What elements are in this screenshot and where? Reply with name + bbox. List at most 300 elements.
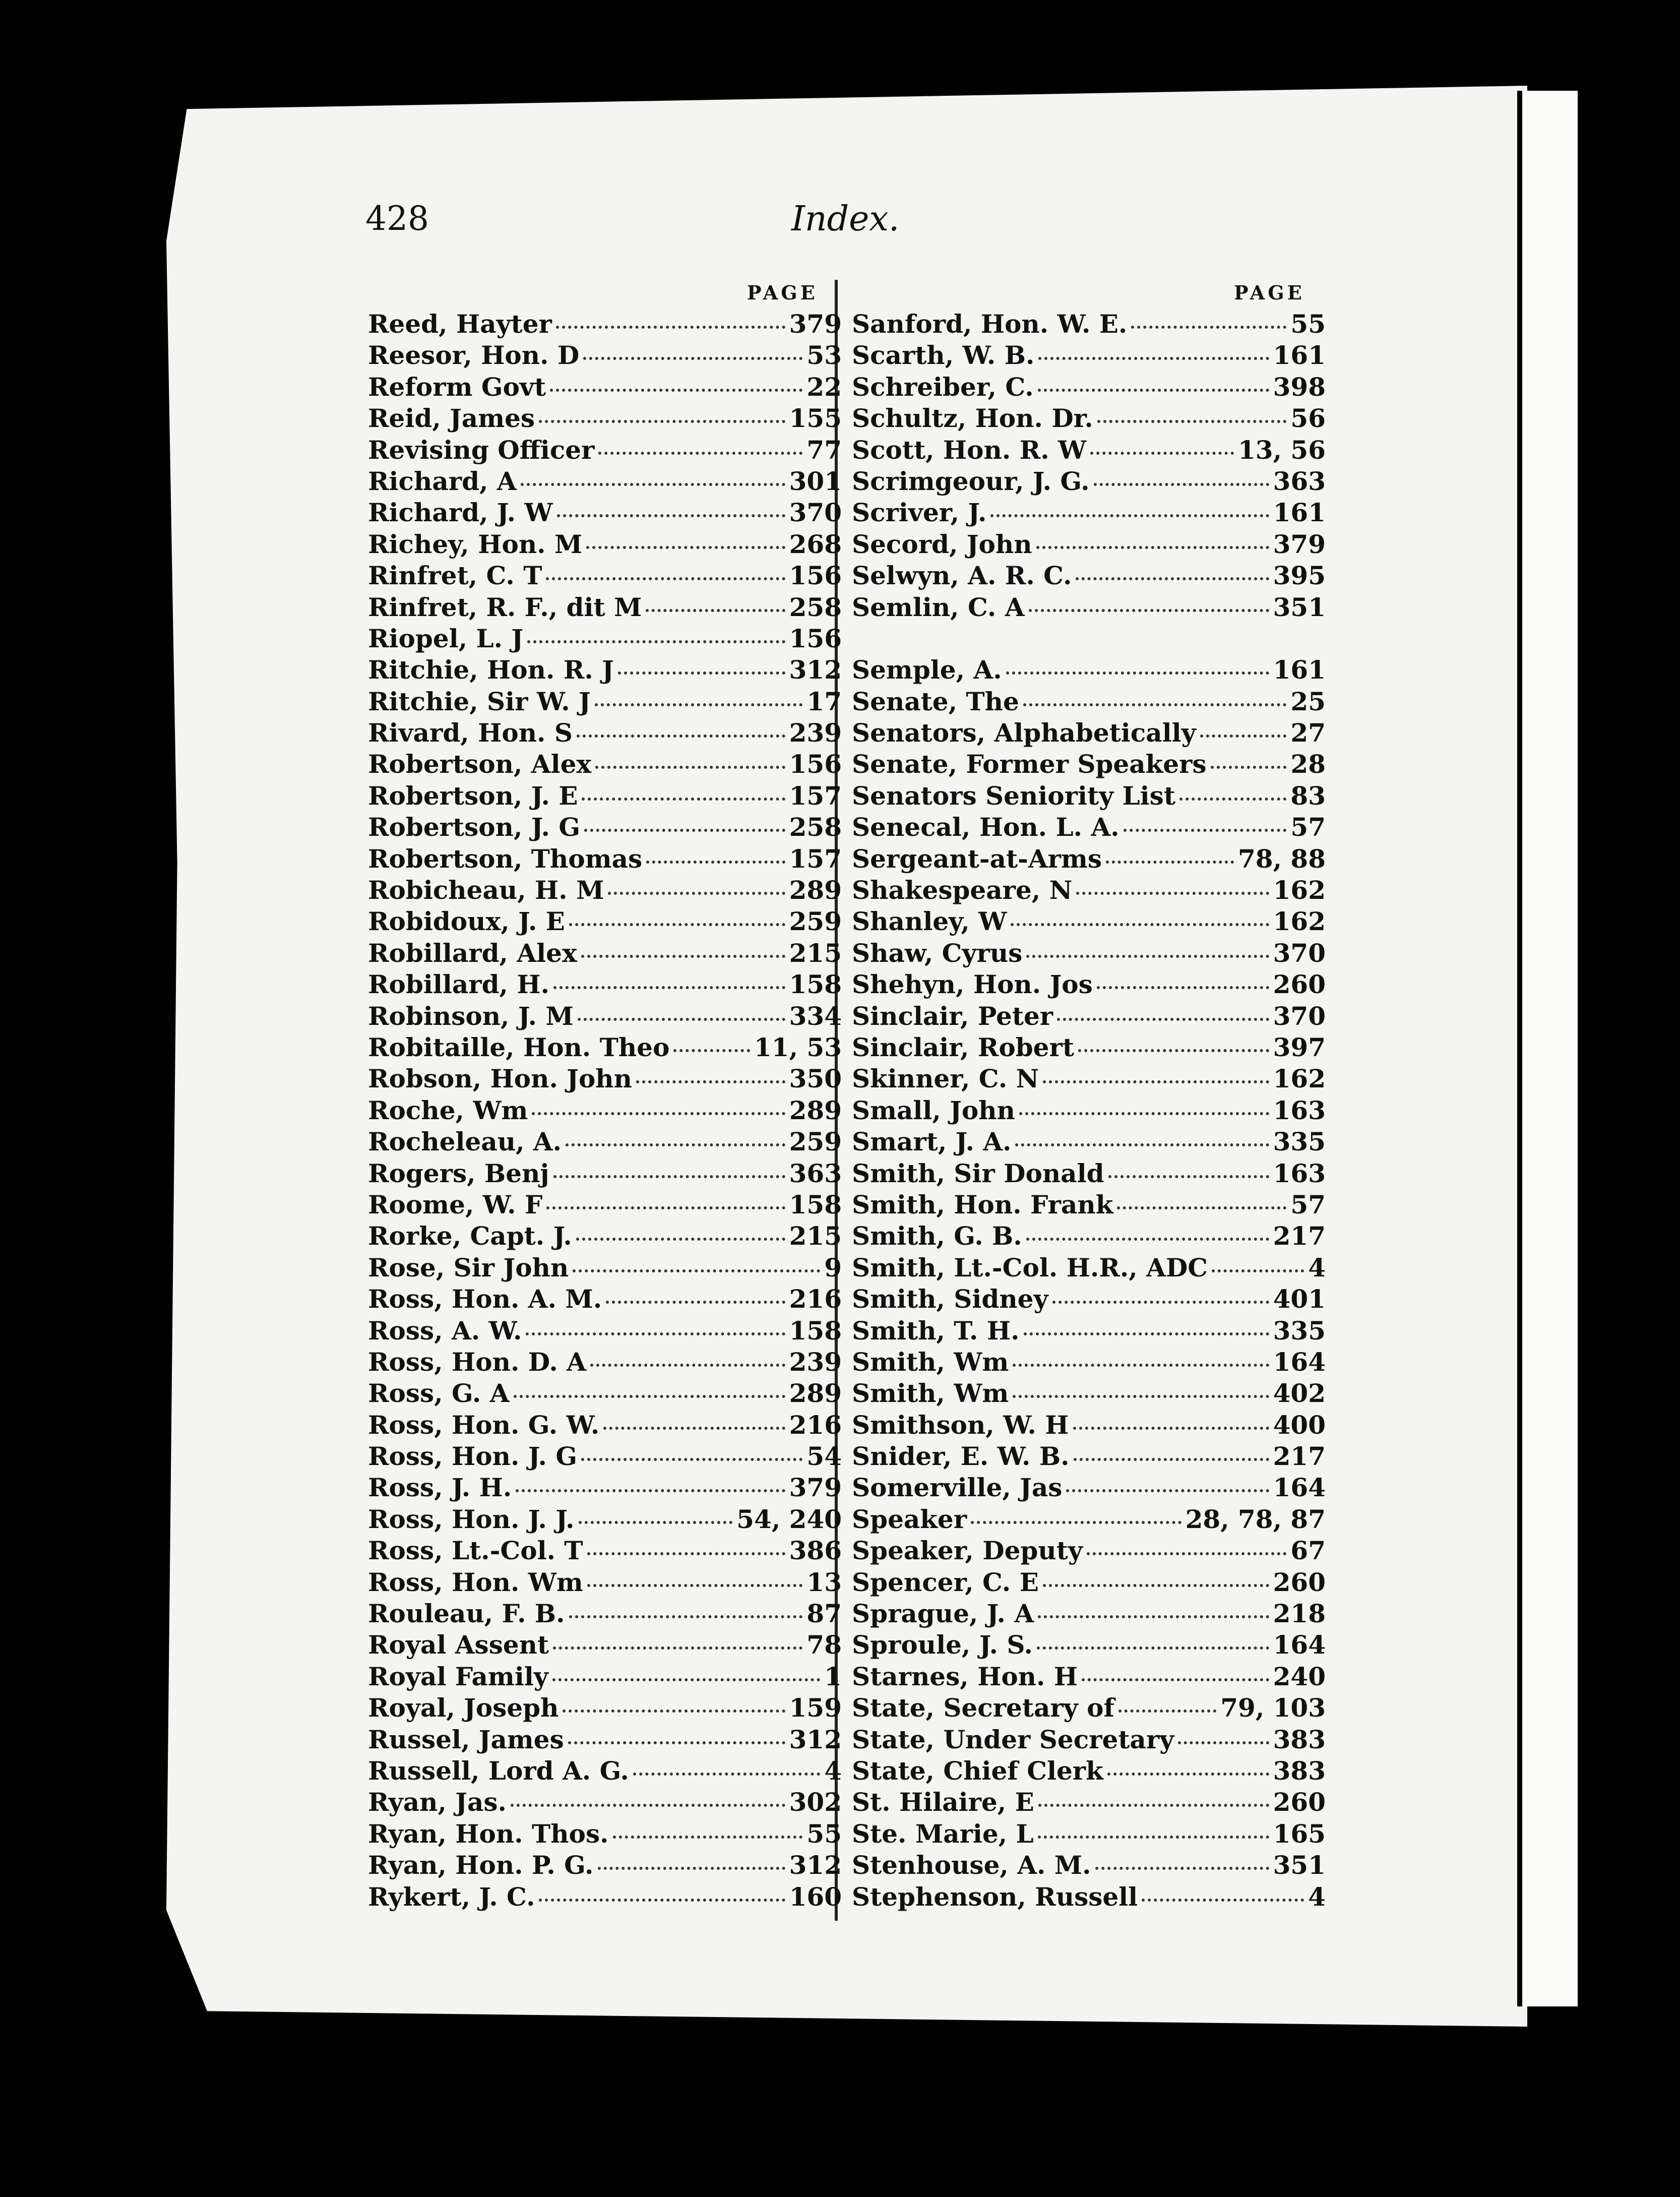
index-entry-page: 157 <box>789 780 842 811</box>
index-entry <box>368 403 842 434</box>
dot-leader <box>581 951 785 958</box>
index-entry-page: 379 <box>1273 529 1326 559</box>
index-entry <box>852 529 1326 560</box>
index-entry-page: 163 <box>1273 1095 1326 1125</box>
index-entry-name: Richard, A <box>368 466 517 496</box>
index-entry <box>852 812 1326 843</box>
dot-leader <box>586 542 785 549</box>
index-entry <box>852 686 1326 717</box>
index-entry <box>852 1095 1326 1126</box>
index-entry-page: 56 <box>1290 403 1326 434</box>
index-entry-name: Snider, E. W. B. <box>852 1441 1070 1472</box>
index-entry-name: State, Secretary of <box>852 1693 1114 1723</box>
index-entry-page: 289 <box>789 875 842 905</box>
index-entry-page: 239 <box>789 718 842 748</box>
index-entry-page: 215 <box>789 938 842 968</box>
dot-leader <box>582 794 785 801</box>
dot-leader <box>1023 699 1287 706</box>
index-entry <box>852 1378 1326 1409</box>
index-entry-name: State, Chief Clerk <box>852 1755 1103 1786</box>
index-entry <box>368 1189 842 1220</box>
index-entry-name: Robertson, J. E <box>368 780 578 811</box>
index-entry-page: 161 <box>1273 498 1326 528</box>
index-entry <box>368 1598 842 1629</box>
index-entry-page: 22 <box>806 372 842 402</box>
index-entry-page: 363 <box>789 1158 842 1188</box>
index-entry-page: 351 <box>1273 592 1326 622</box>
index-entry <box>368 1504 842 1535</box>
index-entry <box>852 969 1326 1000</box>
dot-leader <box>1036 542 1269 549</box>
index-entry-page: 386 <box>789 1536 842 1566</box>
index-entry-page: 161 <box>1273 340 1326 371</box>
dot-leader <box>569 1611 803 1618</box>
index-entry <box>368 749 842 780</box>
index-entry <box>368 1347 842 1378</box>
index-entry-name: Robicheau, H. M <box>368 875 604 905</box>
dot-leader <box>595 699 803 706</box>
index-entry-name: Ryan, Jas. <box>368 1787 507 1817</box>
index-entry-page: 9 <box>824 1252 842 1283</box>
dot-leader <box>584 825 785 832</box>
dot-leader <box>1066 1485 1269 1492</box>
dot-leader <box>673 1045 750 1052</box>
index-entry-page: 164 <box>1273 1347 1326 1377</box>
index-entry-name: Reesor, Hon. D <box>368 340 580 371</box>
dot-leader <box>576 1234 785 1241</box>
index-entry-page: 158 <box>789 969 842 1000</box>
dot-leader <box>539 1895 785 1902</box>
dot-leader <box>583 353 802 360</box>
index-entry-name: Ross, G. A <box>368 1378 510 1409</box>
index-entry-name: Rose, Sir John <box>368 1252 569 1283</box>
dot-leader <box>1211 762 1287 769</box>
dot-leader <box>563 1705 785 1713</box>
index-entry-name: Smith, T. H. <box>852 1315 1020 1346</box>
index-entry-page: 27 <box>1290 718 1326 748</box>
index-entry-name: Scriver, J. <box>852 498 987 528</box>
dot-leader <box>1097 982 1269 989</box>
index-entry-page: 57 <box>1290 1189 1326 1219</box>
index-entry <box>852 560 1326 591</box>
index-entry <box>852 780 1326 812</box>
dot-leader <box>618 667 785 675</box>
index-entry <box>852 466 1326 497</box>
index-entry <box>852 1220 1326 1252</box>
dot-leader <box>1029 605 1269 612</box>
index-entry <box>852 749 1326 780</box>
index-entry <box>852 1692 1326 1724</box>
index-entry-name: Ryan, Hon. P. G. <box>368 1850 594 1880</box>
index-entry-name: Rykert, J. C. <box>368 1881 535 1912</box>
index-entry-page: 259 <box>789 906 842 937</box>
running-head: Index. <box>791 199 900 239</box>
index-entry <box>852 1504 1326 1535</box>
index-entry <box>852 435 1326 466</box>
index-entry-page: 215 <box>789 1221 842 1251</box>
index-entry-page: 379 <box>789 1473 842 1503</box>
index-entry-name: Richard, J. W <box>368 498 553 528</box>
dot-leader <box>573 1265 820 1272</box>
index-entry <box>852 1598 1326 1629</box>
index-entry-name: Selwyn, A. R. C. <box>852 561 1072 591</box>
dot-leader <box>1076 888 1269 895</box>
index-entry-name: Ross, Hon. Wm <box>368 1567 583 1597</box>
index-entry <box>852 497 1326 528</box>
index-entry-page: 54, 240 <box>736 1504 842 1534</box>
dot-leader <box>1038 1611 1269 1618</box>
index-entry-page: 334 <box>789 1001 842 1031</box>
index-entry-name: Smith, Lt.-Col. H.R., ADC <box>852 1252 1208 1283</box>
dot-leader <box>1043 1580 1269 1587</box>
dot-leader <box>1024 1328 1269 1335</box>
index-entry-name: Royal, Joseph <box>368 1693 559 1723</box>
index-entry <box>368 654 842 686</box>
dot-leader <box>1076 573 1269 580</box>
dot-leader <box>1013 1360 1269 1367</box>
dot-leader <box>1200 730 1287 738</box>
index-entry <box>368 843 842 875</box>
index-entry <box>368 1535 842 1566</box>
dot-leader <box>556 322 785 329</box>
index-entry-name: Shanley, W <box>852 906 1007 937</box>
index-entry-page: 218 <box>1273 1599 1326 1629</box>
index-entry-name: Senecal, Hon. L. A. <box>852 812 1119 842</box>
index-entry-name: Rorke, Capt. J. <box>368 1221 572 1251</box>
index-entry-page: 335 <box>1273 1127 1326 1157</box>
index-entry <box>852 1001 1326 1032</box>
dot-leader <box>577 730 785 738</box>
index-entry-name: Smith, Wm <box>852 1347 1009 1377</box>
index-entry <box>368 529 842 560</box>
index-entry <box>852 1567 1326 1598</box>
index-entry-page: 289 <box>789 1095 842 1125</box>
index-entry-name: Robertson, Thomas <box>368 843 643 874</box>
index-entry-page: 17 <box>806 686 842 716</box>
index-entry-page: 160 <box>789 1881 842 1912</box>
index-entry-name: Rouleau, F. B. <box>368 1599 565 1629</box>
index-entry <box>368 1032 842 1063</box>
dot-leader <box>527 636 785 643</box>
index-entry <box>368 1095 842 1126</box>
index-entry <box>368 1629 842 1661</box>
index-entry-name: Rinfret, R. F., dit M <box>368 592 642 622</box>
index-entry-name: Scrimgeour, J. G. <box>852 466 1090 496</box>
dot-leader <box>1142 1895 1304 1902</box>
dot-leader <box>603 1423 785 1430</box>
index-entry-name: Smith, Sir Donald <box>852 1158 1104 1188</box>
dot-leader <box>1015 1139 1269 1146</box>
index-entry <box>852 403 1326 434</box>
index-entry <box>852 592 1326 623</box>
dot-leader <box>1011 919 1269 926</box>
index-entry-page: 78 <box>806 1630 842 1660</box>
dot-leader <box>566 1139 785 1146</box>
dot-leader <box>1108 1171 1269 1178</box>
index-entry-page: 67 <box>1290 1536 1326 1566</box>
index-entry-name: Robinson, J. M <box>368 1001 574 1031</box>
index-entry-page: 77 <box>806 435 842 465</box>
index-entry <box>368 340 842 371</box>
index-entry <box>368 1158 842 1189</box>
index-entry-page: 1 <box>824 1661 842 1691</box>
index-entry <box>852 1315 1326 1347</box>
index-entry-name: Richey, Hon. M <box>368 529 583 559</box>
dot-leader <box>557 510 785 517</box>
index-entry-page: 260 <box>1273 969 1326 1000</box>
dot-leader <box>1073 1423 1269 1430</box>
index-entry <box>852 906 1326 937</box>
index-entry-page: 216 <box>789 1284 842 1314</box>
index-entry-name: Royal Assent <box>368 1630 549 1660</box>
index-entry-name: State, Under Secretary <box>852 1724 1174 1754</box>
index-entry-name: Robertson, Alex <box>368 749 592 779</box>
dot-leader <box>568 1737 785 1744</box>
index-entry <box>368 875 842 906</box>
dot-leader <box>546 573 785 580</box>
dot-leader <box>1212 1265 1304 1272</box>
dot-leader <box>1038 1832 1269 1839</box>
index-entry <box>368 1818 842 1850</box>
index-entry-name: Senators Seniority List <box>852 780 1175 811</box>
index-entry-page: 350 <box>789 1064 842 1094</box>
index-entry <box>368 1441 842 1472</box>
left-index-column <box>368 309 842 1913</box>
index-entry-page: 164 <box>1273 1473 1326 1503</box>
index-entry-page: 240 <box>1273 1661 1326 1691</box>
dot-leader <box>608 888 785 895</box>
index-entry-page: 370 <box>1273 1001 1326 1031</box>
index-entry-name: Sinclair, Robert <box>852 1032 1074 1062</box>
index-entry-page: 335 <box>1273 1315 1326 1346</box>
index-entry-name: Semple, A. <box>852 655 1002 685</box>
index-entry-page: 301 <box>789 466 842 496</box>
page-number: 428 <box>365 199 429 238</box>
index-entry-name: Reid, James <box>368 403 535 434</box>
dot-leader <box>1179 794 1286 801</box>
index-entry <box>852 717 1326 749</box>
dot-leader <box>598 448 802 455</box>
index-entry-name: Stenhouse, A. M. <box>852 1850 1091 1880</box>
dot-leader <box>595 762 785 769</box>
index-entry-name: Secord, John <box>852 529 1032 559</box>
index-entry <box>852 1252 1326 1284</box>
index-entry-page: 28, 78, 87 <box>1185 1504 1326 1534</box>
index-entry-page: 164 <box>1273 1630 1326 1660</box>
index-entry-page: 4 <box>1308 1252 1326 1283</box>
index-entry <box>368 717 842 749</box>
index-entry-page: 55 <box>806 1818 842 1849</box>
index-entry <box>368 1378 842 1409</box>
index-entry <box>852 1755 1326 1787</box>
dot-leader <box>552 1674 820 1681</box>
dot-leader <box>1013 1391 1269 1398</box>
index-entry-name: Ross, Lt.-Col. T <box>368 1536 583 1566</box>
index-entry <box>368 812 842 843</box>
index-entry <box>368 1220 842 1252</box>
index-entry-name: Speaker, Deputy <box>852 1536 1083 1566</box>
index-entry <box>368 1063 842 1094</box>
index-entry-name: Senate, The <box>852 686 1019 716</box>
index-entry-page: 401 <box>1273 1284 1326 1314</box>
dot-leader <box>1124 825 1287 832</box>
right-column-page-heading: PAGE <box>1234 281 1305 304</box>
index-entry-page: 398 <box>1273 372 1326 402</box>
index-entry-page: 157 <box>789 843 842 874</box>
dot-leader <box>1057 1014 1269 1021</box>
index-entry-page: 158 <box>789 1189 842 1219</box>
index-entry-name: Ross, A. W. <box>368 1315 522 1346</box>
index-entry-page: 55 <box>1290 309 1326 339</box>
index-entry <box>852 654 1326 686</box>
dot-leader <box>646 857 785 864</box>
index-entry <box>852 1535 1326 1566</box>
dot-leader <box>532 1108 785 1115</box>
index-entry-page: 258 <box>789 812 842 842</box>
index-entry-name: Ross, Hon. J. G <box>368 1441 578 1472</box>
index-entry-name: Russell, Lord A. G. <box>368 1755 629 1786</box>
index-entry-page: 54 <box>806 1441 842 1472</box>
dot-leader <box>1082 1674 1269 1681</box>
index-entry-page: 156 <box>789 561 842 591</box>
index-entry <box>368 623 842 654</box>
index-entry-name: Scott, Hon. R. W <box>852 435 1087 465</box>
index-entry-page: 217 <box>1273 1441 1326 1472</box>
index-entry-page: 162 <box>1273 875 1326 905</box>
dot-leader <box>636 1076 785 1083</box>
index-entry-name: Schreiber, C. <box>852 372 1034 402</box>
index-entry-name: Ross, Hon. G. W. <box>368 1410 600 1440</box>
index-entry-page: 4 <box>824 1755 842 1786</box>
index-entry-name: Sproule, J. S. <box>852 1630 1033 1660</box>
index-entry-page: 217 <box>1273 1221 1326 1251</box>
index-entry <box>368 1661 842 1692</box>
index-entry-page: 395 <box>1273 561 1326 591</box>
dot-leader <box>1097 416 1287 423</box>
index-entry <box>852 938 1326 969</box>
dot-leader <box>553 982 785 989</box>
dot-leader <box>633 1768 820 1776</box>
dot-leader <box>1074 1454 1269 1461</box>
index-entry-name: Rivard, Hon. S <box>368 718 573 748</box>
index-entry-name: Ross, Hon. D. A <box>368 1347 586 1377</box>
index-entry-page: 161 <box>1273 655 1326 685</box>
index-entry-page: 158 <box>789 1315 842 1346</box>
index-entry-name: Smith, Sidney <box>852 1284 1048 1314</box>
dot-leader <box>587 1548 785 1555</box>
index-entry-page: 162 <box>1273 906 1326 937</box>
dot-leader <box>613 1832 803 1839</box>
index-entry <box>368 1787 842 1818</box>
index-entry-page: 400 <box>1273 1410 1326 1440</box>
dot-leader <box>1026 1234 1269 1241</box>
index-entry-name: Revising Officer <box>368 435 595 465</box>
dot-leader <box>1090 448 1234 455</box>
index-entry-name: Smart, J. A. <box>852 1127 1012 1157</box>
index-entry <box>368 1692 842 1724</box>
index-entry-page: 156 <box>789 749 842 779</box>
dot-leader <box>1038 385 1269 392</box>
index-entry-name: Stephenson, Russell <box>852 1881 1138 1912</box>
index-entry <box>368 1315 842 1347</box>
dot-leader <box>553 1171 785 1178</box>
index-entry <box>852 875 1326 906</box>
index-entry <box>852 1629 1326 1661</box>
index-entry-name: Sprague, J. A <box>852 1599 1034 1629</box>
index-entry-name: Russel, James <box>368 1724 564 1754</box>
index-entry-page: 13, 56 <box>1238 435 1326 465</box>
dot-leader <box>1106 857 1234 864</box>
dot-leader <box>1037 1642 1269 1650</box>
index-entry <box>852 1661 1326 1692</box>
index-entry-name: Reform Govt <box>368 372 546 402</box>
dot-leader <box>1178 1737 1269 1744</box>
index-entry-name: Smith, Hon. Frank <box>852 1189 1113 1219</box>
index-entry <box>368 592 842 623</box>
index-entry <box>852 1818 1326 1850</box>
index-entry <box>368 1284 842 1315</box>
dot-leader <box>646 605 785 612</box>
index-entry-name: Shakespeare, N <box>852 875 1073 905</box>
index-entry-name: Ross, Hon. J. J. <box>368 1504 575 1534</box>
dot-leader <box>1107 1768 1269 1776</box>
index-entry-name: Roome, W. F <box>368 1189 543 1219</box>
index-entry-name: Somerville, Jas <box>852 1473 1063 1503</box>
index-entry-page: 163 <box>1273 1158 1326 1188</box>
index-entry-page: 165 <box>1273 1818 1326 1849</box>
index-entry-page: 79, 103 <box>1220 1693 1326 1723</box>
index-entry-name: Ross, J. H. <box>368 1473 512 1503</box>
index-entry-name: Sinclair, Peter <box>852 1001 1053 1031</box>
index-entry-name: St. Hilaire, E <box>852 1787 1034 1817</box>
index-entry-name: Rogers, Benj <box>368 1158 549 1188</box>
index-entry <box>852 1881 1326 1913</box>
index-entry <box>852 309 1326 340</box>
index-entry-page: 78, 88 <box>1238 843 1326 874</box>
index-entry-name: Semlin, C. A <box>852 592 1025 622</box>
index-entry <box>368 1881 842 1913</box>
index-entry-name: Robidoux, J. E <box>368 906 565 937</box>
dot-leader <box>1038 353 1269 360</box>
dot-leader <box>553 1642 802 1650</box>
index-entry-name: Rinfret, C. T <box>368 561 542 591</box>
index-entry-name: Ross, Hon. A. M. <box>368 1284 602 1314</box>
index-entry-page: 397 <box>1273 1032 1326 1062</box>
dot-leader <box>590 1360 785 1367</box>
dot-leader <box>578 1014 785 1021</box>
index-entry-name: Skinner, C. N <box>852 1064 1039 1094</box>
index-entry-name: Ryan, Hon. Thos. <box>368 1818 609 1849</box>
index-entry-name: Senate, Former Speakers <box>852 749 1207 779</box>
index-entry-page: 379 <box>789 309 842 339</box>
index-entry <box>852 843 1326 875</box>
index-entry <box>852 1347 1326 1378</box>
dot-leader <box>521 479 785 486</box>
index-entry <box>852 1189 1326 1220</box>
index-entry-page: 156 <box>789 623 842 653</box>
dot-leader <box>1019 1108 1269 1115</box>
right-index-column <box>852 309 1326 1913</box>
index-entry <box>852 1032 1326 1063</box>
dot-leader <box>550 385 802 392</box>
index-entry <box>852 372 1326 403</box>
index-entry <box>368 969 842 1000</box>
dot-leader <box>1043 1076 1269 1083</box>
index-entry <box>368 497 842 528</box>
index-entry <box>368 466 842 497</box>
index-entry <box>852 1158 1326 1189</box>
index-entry <box>368 1850 842 1881</box>
